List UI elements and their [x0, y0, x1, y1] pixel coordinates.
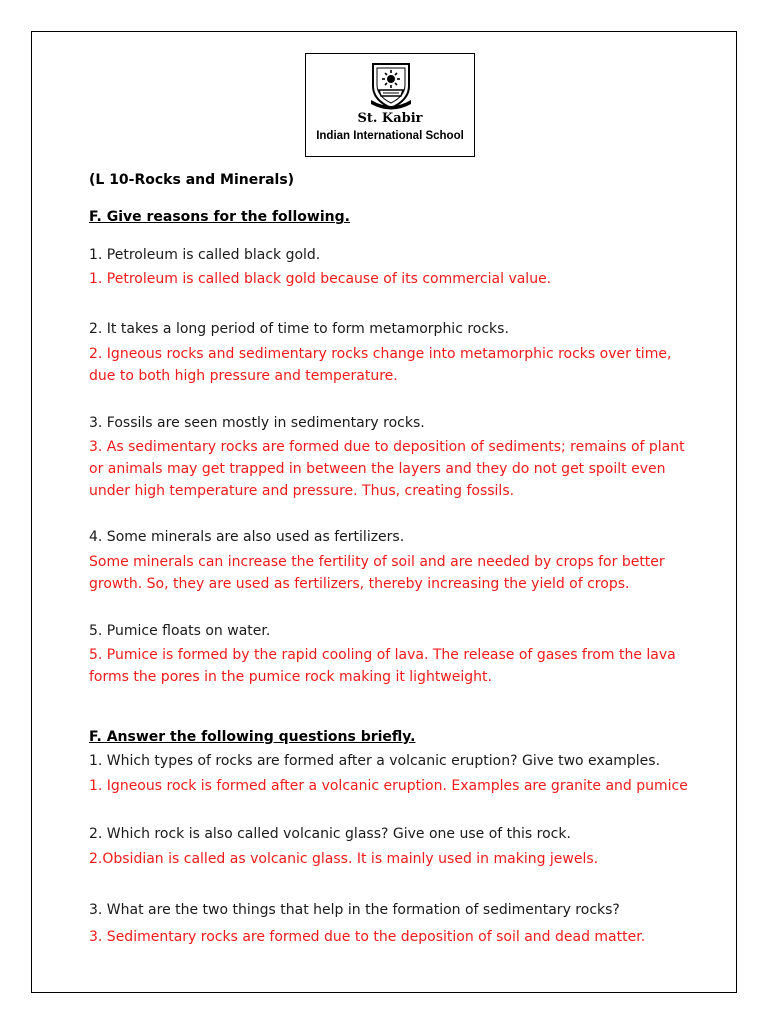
answer-text: growth. So, they are used as fertilizers, thereby increasing the yield of crops.: [89, 576, 630, 592]
question-text: 2. Which rock is also called volcanic glass? Give one use of this rock.: [89, 826, 571, 842]
question-text: 3. Fossils are seen mostly in sedimentary rocks.: [89, 415, 425, 431]
logo-school-name: Indian International School: [316, 130, 464, 142]
question-text: 1. Which types of rocks are formed after a volcanic eruption? Give two examples.: [89, 753, 661, 769]
school-logo: [305, 53, 475, 157]
logo-brand-name: St. Kabir: [357, 111, 423, 126]
answer-text: due to both high pressure and temperature.: [89, 368, 398, 384]
question-text: 1. Petroleum is called black gold.: [89, 247, 321, 263]
section-heading-brief: F. Answer the following questions briefly.: [89, 729, 416, 745]
answer-text: 2.Obsidian is called as volcanic glass. It is mainly used in making jewels.: [89, 851, 599, 867]
question-text: 2. It takes a long period of time to form metamorphic rocks.: [89, 321, 509, 337]
chapter-title: (L 10-Rocks and Minerals): [89, 172, 295, 188]
answer-text: Some minerals can increase the fertility of soil and are needed by crops for better: [89, 554, 665, 570]
question-text: 4. Some minerals are also used as fertilizers.: [89, 529, 405, 545]
question-text: 5. Pumice floats on water.: [89, 623, 271, 639]
answer-text: 3. As sedimentary rocks are formed due to deposition of sediments; remains of plant: [89, 439, 685, 455]
answer-text: 2. Igneous rocks and sedimentary rocks change into metamorphic rocks over time,: [89, 346, 672, 362]
answer-text: 1. Petroleum is called black gold because of its commercial value.: [89, 271, 552, 287]
answer-text: 3. Sedimentary rocks are formed due to the deposition of soil and dead matter.: [89, 929, 646, 945]
answer-text: 5. Pumice is formed by the rapid cooling of lava. The release of gases from the lava: [89, 647, 676, 663]
answer-text: 1. Igneous rock is formed after a volcanic eruption. Examples are granite and pumice: [89, 778, 688, 794]
section-heading-reasons: F. Give reasons for the following.: [89, 209, 350, 225]
answer-text: or animals may get trapped in between the layers and they do not get spoilt even: [89, 461, 666, 477]
answer-text: forms the pores in the pumice rock making it lightweight.: [89, 669, 492, 685]
question-text: 3. What are the two things that help in the formation of sedimentary rocks?: [89, 902, 620, 918]
answer-text: under high temperature and pressure. Thus, creating fossils.: [89, 483, 515, 499]
crest-icon: [369, 60, 413, 112]
